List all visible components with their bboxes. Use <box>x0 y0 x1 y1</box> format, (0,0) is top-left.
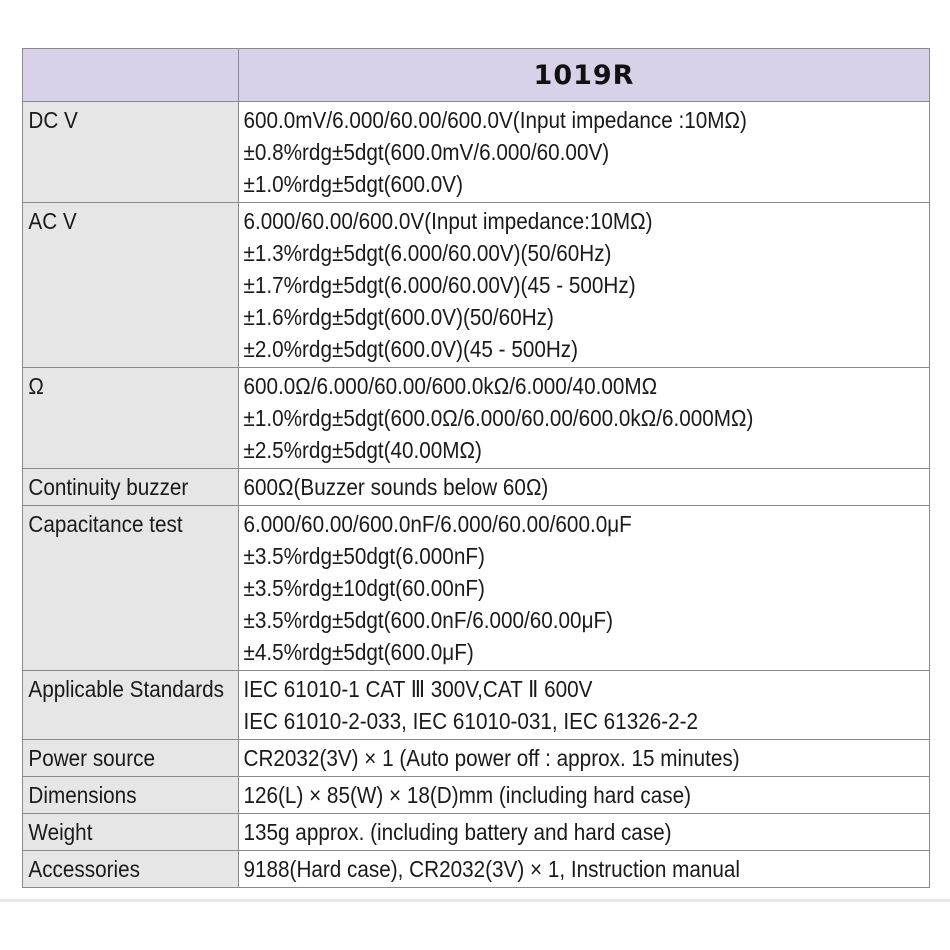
spec-label-cell <box>23 469 239 506</box>
spec-value-cell <box>239 814 930 851</box>
spec-label-cell <box>23 203 239 368</box>
spec-label: Capacitance test <box>28 511 183 537</box>
spec-value-line: ±2.5%rdg±5dgt(40.00MΩ) <box>243 437 482 463</box>
spec-value-line: ±0.8%rdg±5dgt(600.0mV/6.000/60.00V) <box>243 139 610 165</box>
spec-value-line: 6.000/60.00/600.0V(Input impedance:10MΩ) <box>243 208 653 234</box>
spec-value-line: ±1.0%rdg±5dgt(600.0V) <box>243 171 464 197</box>
spec-label: AC V <box>28 208 77 234</box>
spec-row-weight <box>23 814 930 851</box>
spec-value-cell <box>239 740 930 777</box>
spec-row-accessories <box>23 851 930 888</box>
spec-label: Applicable Standards <box>28 676 225 702</box>
spec-value-line: 126(L) × 85(W) × 18(D)mm (including hard case) <box>243 782 692 808</box>
spec-label-cell <box>23 777 239 814</box>
spec-label: DC V <box>28 107 78 133</box>
spec-value-line: 9188(Hard case), CR2032(3V) × 1, Instruction manual <box>243 856 740 882</box>
spec-value-cell <box>239 368 930 469</box>
spec-value-line: ±3.5%rdg±5dgt(600.0nF/6.000/60.00μF) <box>243 607 614 633</box>
bottom-divider <box>0 899 950 902</box>
spec-label: Weight <box>28 819 93 845</box>
spec-label: Dimensions <box>28 782 137 808</box>
spec-row-ac-v <box>23 203 930 368</box>
spec-label-cell <box>23 740 239 777</box>
spec-row-capacitance <box>23 506 930 671</box>
spec-value-line: CR2032(3V) × 1 (Auto power off : approx. 15 minutes) <box>243 745 740 771</box>
spec-value-line: IEC 61010-1 CAT Ⅲ 300V,CAT Ⅱ 600V <box>243 676 593 702</box>
spec-value-line: 600Ω(Buzzer sounds below 60Ω) <box>243 474 549 500</box>
spec-value-line: IEC 61010-2-033, IEC 61010-031, IEC 61326-2-2 <box>243 708 699 734</box>
spec-row-power-source <box>23 740 930 777</box>
spec-value-line: ±3.5%rdg±50dgt(6.000nF) <box>243 543 485 569</box>
header-empty-cell <box>23 49 239 102</box>
spec-label-cell <box>23 851 239 888</box>
spec-row-resistance <box>23 368 930 469</box>
spec-value-line: ±2.0%rdg±5dgt(600.0V)(45 - 500Hz) <box>243 336 579 362</box>
model-header-cell <box>239 49 930 102</box>
specifications-table <box>22 48 930 888</box>
spec-value-line: ±1.7%rdg±5dgt(6.000/60.00V)(45 - 500Hz) <box>243 272 636 298</box>
spec-label-cell <box>23 814 239 851</box>
spec-label-cell <box>23 368 239 469</box>
spec-value-line: ±3.5%rdg±10dgt(60.00nF) <box>243 575 485 601</box>
spec-label-cell <box>23 102 239 203</box>
spec-value-line: 600.0mV/6.000/60.00/600.0V(Input impedance :10MΩ) <box>243 107 747 133</box>
spec-value-line: 600.0Ω/6.000/60.00/600.0kΩ/6.000/40.00MΩ <box>243 373 658 399</box>
spec-label: Accessories <box>28 856 140 882</box>
spec-value-line: ±1.3%rdg±5dgt(6.000/60.00V)(50/60Hz) <box>243 240 612 266</box>
spec-rows <box>23 102 930 888</box>
spec-label-cell <box>23 671 239 740</box>
spec-value-line: 6.000/60.00/600.0nF/6.000/60.00/600.0μF <box>243 511 632 537</box>
model-name: 1019R <box>533 59 635 91</box>
spec-row-dimensions <box>23 777 930 814</box>
table-header-row <box>23 49 930 102</box>
spec-label-cell <box>23 506 239 671</box>
spec-value-line: ±1.6%rdg±5dgt(600.0V)(50/60Hz) <box>243 304 554 330</box>
spec-value-cell <box>239 506 930 671</box>
spec-value-cell <box>239 203 930 368</box>
spec-label: Power source <box>28 745 155 771</box>
spec-row-dc-v <box>23 102 930 203</box>
spec-row-continuity-buzzer <box>23 469 930 506</box>
spec-label: Ω <box>28 373 44 399</box>
spec-row-standards <box>23 671 930 740</box>
spec-value-line: ±1.0%rdg±5dgt(600.0Ω/6.000/60.00/600.0kΩ/6.000MΩ) <box>243 405 754 431</box>
spec-label: Continuity buzzer <box>28 474 189 500</box>
spec-value-cell <box>239 777 930 814</box>
spec-value-line: ±4.5%rdg±5dgt(600.0μF) <box>243 639 474 665</box>
spec-value-cell <box>239 671 930 740</box>
spec-value-cell <box>239 102 930 203</box>
spec-value-cell <box>239 469 930 506</box>
spec-value-cell <box>239 851 930 888</box>
spec-value-line: 135g approx. (including battery and hard case) <box>243 819 672 845</box>
